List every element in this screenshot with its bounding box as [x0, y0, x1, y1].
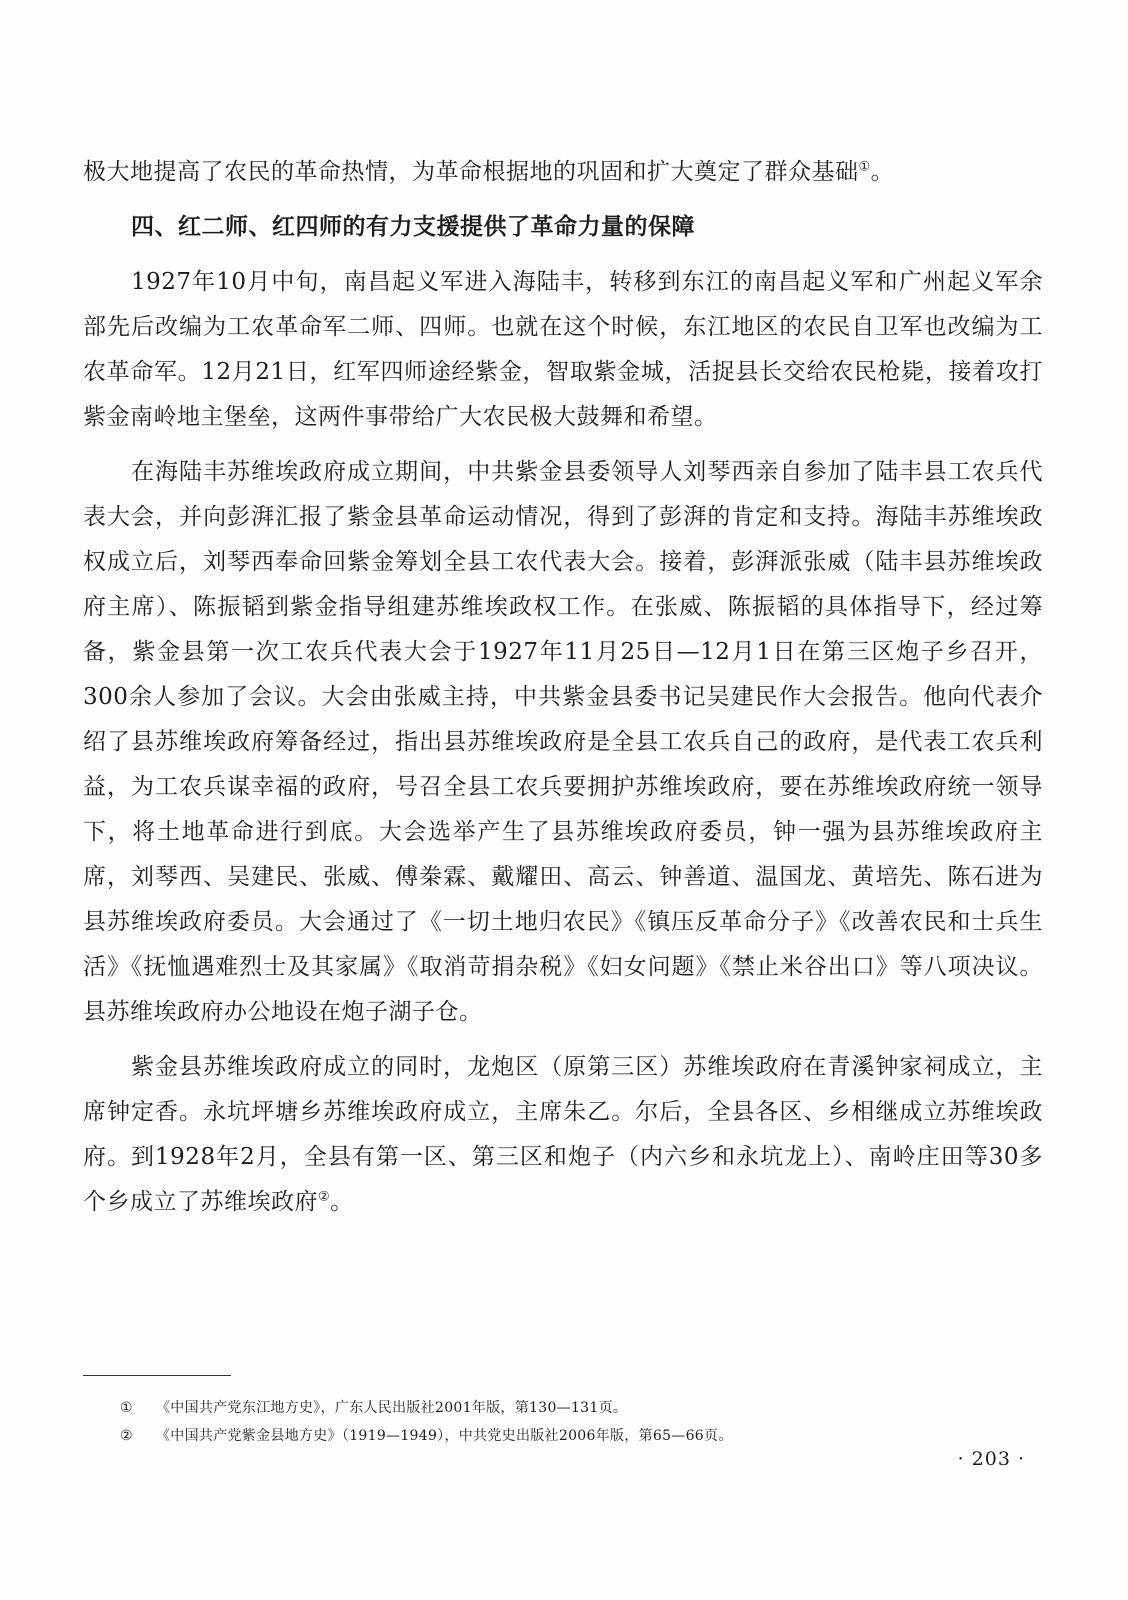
footnote-2-mark: ② [120, 1428, 133, 1444]
footnote-2-text: 《中国共产党紫金县地方史》（1919—1949），中共党史出版社2006年版，第65—66页。 [156, 1428, 733, 1444]
footnote-ref-1[interactable]: ① [858, 159, 871, 175]
page-number: · 203 · [957, 1448, 1025, 1470]
footnote-2 [120, 1422, 1020, 1450]
paragraph-continued-text: 极大地提高了农民的革命热情，为革命根据地的巩固和扩大奠定了群众基础 [83, 159, 859, 185]
footnote-divider [83, 1375, 231, 1376]
footnote-1-mark: ① [120, 1400, 133, 1416]
paragraph-continued: 极大地提高了农民的革命热情，为革命根据地的巩固和扩大奠定了群众基础①。 [83, 159, 895, 185]
paragraph-district-soviets: 紫金县苏维埃政府成立的同时，龙炮区（原第三区）苏维埃政府在青溪钟家祠成立，主席钟定香。永坑坪塘乡苏维埃政府成立，主席朱乙。尔后，全县各区、乡相继成立苏维埃政府。到1928年2月，全县有第一区、第三区和炮子（内六乡和永坑龙上）、南岭庄田等30多个乡成立了苏维埃政府②。 [83, 1054, 1043, 1215]
footnote-1 [120, 1394, 1020, 1422]
paragraph-soviet-congress: 在海陆丰苏维埃政府成立期间，中共紫金县委领导人刘琴西亲自参加了陆丰县工农兵代表大会，并向彭湃汇报了紫金县革命运动情况，得到了彭湃的肯定和支持。海陆丰苏维埃政权成立后，刘琴西奉命回紫金筹划全县工农代表大会。接着，彭湃派张威（陆丰县苏维埃政府主席）、陈振韬到紫金指导组建苏维埃政权工作。在张威、陈振韬的具体指导下，经过筹备，紫金县第一次工农兵代表大会于1927年11月25日—12月1日在第三区炮子乡召开，300余人参加了会议。大会由张威主持，中共紫金县委书记吴建民作大会报告。他向代表介绍了县苏维埃政府筹备经过，指出县苏维埃政府是全县工农兵自己的政府，是代表工农兵利益，为工农兵谋幸福的政府，号召全县工农兵要拥护苏维埃政府，要在苏维埃政府统一领导下，将土地革命进行到底。大会选举产生了县苏维埃政府委员，钟一强为县苏维埃政府主席，刘琴西、吴建民、张威、傅桊霖、戴耀田、高云、钟善道、温国龙、黄培先、陈石进为县苏维埃政府委员。大会通过了《一切土地归农民》《镇压反革命分子》《改善农民和士兵生活》《抚恤遇难烈士及其家属》《取消苛捐杂税》《妇女问题》《禁止米谷出口》等八项决议。县苏维埃政府办公地设在炮子湖子仓。 [83, 459, 1043, 1025]
footnote-ref-2[interactable]: ② [318, 1189, 331, 1205]
footnotes [120, 1394, 1020, 1450]
paragraph-red-divisions: 1927年10月中旬，南昌起义军进入海陆丰，转移到东江的南昌起义军和广州起义军余部先后改编为工农革命军二师、四师。也就在这个时候，东江地区的农民自卫军也改编为工农革命军。12月21日，红军四师途经紫金，智取紫金城，活捉县长交给农民枪毙，接着攻打紫金南岭地主堡垒，这两件事带给广大农民极大鼓舞和希望。 [83, 269, 1043, 430]
page-body [83, 150, 1043, 1225]
paragraph-district-soviets-text: 紫金县苏维埃政府成立的同时，龙炮区（原第三区）苏维埃政府在青溪钟家祠成立，主席钟定香。永坑坪塘乡苏维埃政府成立，主席朱乙。尔后，全县各区、乡相继成立苏维埃政府。到1928年2月，全县有第一区、第三区和炮子（内六乡和永坑龙上）、南岭庄田等30多个乡成立了苏维埃政府 [83, 1054, 1043, 1215]
section-heading: 四、红二师、红四师的有力支援提供了革命力量的保障 [131, 214, 695, 240]
footnote-1-text: 《中国共产党东江地方史》，广东人民出版社2001年版，第130—131页。 [156, 1400, 628, 1416]
